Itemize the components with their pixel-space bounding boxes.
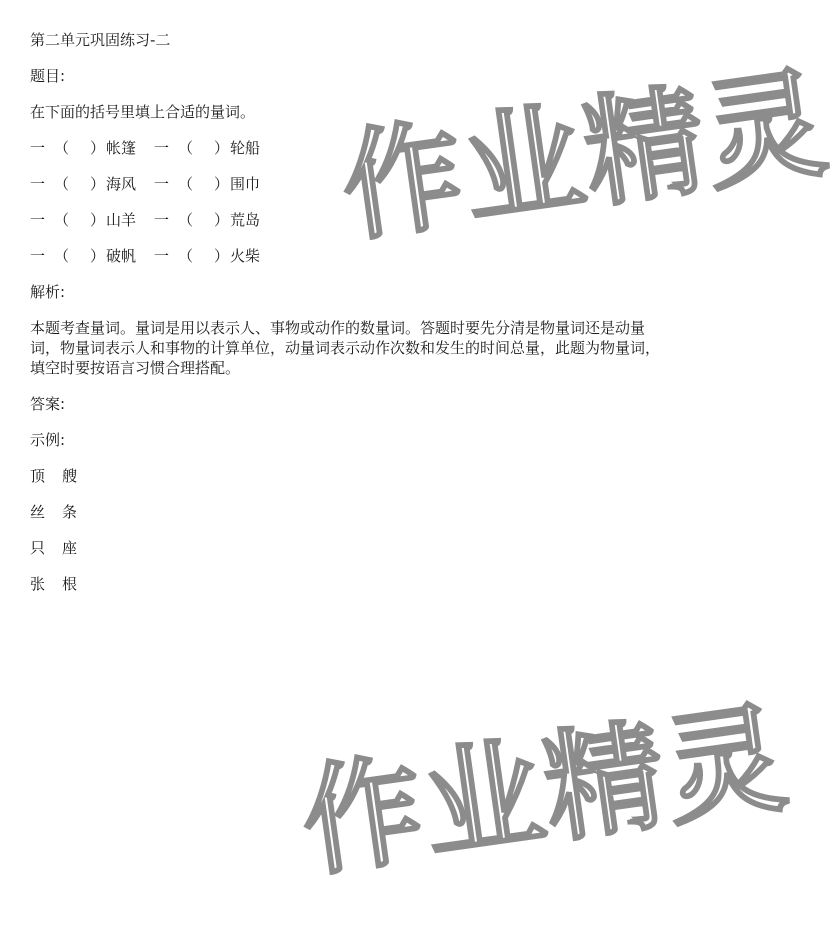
close-paren: ）: [90, 247, 106, 265]
close-paren: ）: [90, 139, 106, 157]
one-char: 一: [30, 139, 46, 157]
document-title: 第二单元巩固练习-二: [30, 31, 171, 49]
answer-b: 根: [62, 575, 78, 593]
close-paren: ）: [90, 211, 106, 229]
open-paren: （: [178, 247, 194, 265]
one-char: 一: [154, 175, 170, 193]
one-char: 一: [30, 247, 46, 265]
open-paren: （: [54, 211, 70, 229]
answer-a: 只: [30, 539, 46, 557]
one-char: 一: [154, 139, 170, 157]
answer-a: 顶: [30, 467, 46, 485]
one-char: 一: [30, 175, 46, 193]
watermark-bottom: 作业精灵: [293, 688, 797, 895]
answer-b: 条: [62, 503, 78, 521]
example-label: 示例:: [30, 431, 66, 449]
open-paren: （: [178, 175, 194, 193]
answer-a: 丝: [30, 503, 46, 521]
answer-row: [30, 574, 660, 594]
noun-word: 帐篷: [106, 139, 137, 157]
one-char: 一: [154, 211, 170, 229]
noun-word: 山羊: [106, 211, 137, 229]
noun-word: 海风: [106, 175, 137, 193]
question-row: [30, 138, 660, 158]
watermark-top: 作业精灵: [333, 53, 837, 260]
answer-row: [30, 538, 660, 558]
instruction-text: 在下面的括号里填上合适的量词。: [30, 103, 256, 121]
open-paren: （: [54, 175, 70, 193]
analysis-text: 本题考查量词。量词是用以表示人、事物或动作的数量词。答题时要先分清是物量词还是动量词，物量词表示人和事物的计算单位，动量词表示动作次数和发生的时间总量，此题为物量词，填空时要按语言习惯合理搭配。: [30, 319, 661, 377]
answer-row: [30, 502, 660, 522]
answer-label: 答案:: [30, 395, 66, 413]
noun-word: 火柴: [230, 247, 261, 265]
close-paren: ）: [214, 175, 230, 193]
noun-word: 破帆: [106, 247, 137, 265]
question-row: [30, 174, 660, 194]
close-paren: ）: [214, 139, 230, 157]
answer-b: 座: [62, 539, 78, 557]
analysis-label: 解析:: [30, 283, 66, 301]
answer-row: [30, 466, 660, 486]
document-body: [30, 30, 660, 610]
one-char: 一: [30, 211, 46, 229]
close-paren: ）: [214, 211, 230, 229]
noun-word: 轮船: [230, 139, 261, 157]
answer-b: 艘: [62, 467, 78, 485]
close-paren: ）: [214, 247, 230, 265]
question-row: [30, 210, 660, 230]
noun-word: 围巾: [230, 175, 261, 193]
question-label: 题目:: [30, 67, 66, 85]
close-paren: ）: [90, 175, 106, 193]
one-char: 一: [154, 247, 170, 265]
open-paren: （: [178, 211, 194, 229]
noun-word: 荒岛: [230, 211, 261, 229]
question-row: [30, 246, 660, 266]
open-paren: （: [54, 247, 70, 265]
answer-a: 张: [30, 575, 46, 593]
open-paren: （: [54, 139, 70, 157]
open-paren: （: [178, 139, 194, 157]
